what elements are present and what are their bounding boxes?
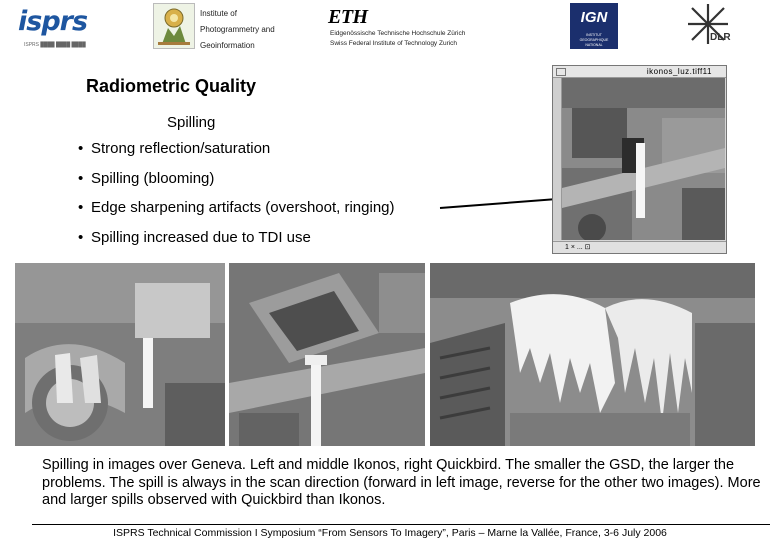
slide-subtitle: Spilling	[167, 114, 216, 131]
ign-sub-line-2: GEOGRAPHIQUE	[579, 38, 609, 42]
eth-logo: ETH	[328, 6, 368, 28]
ign-logo-text: IGN	[580, 9, 608, 26]
geneva-quickbird-right-image	[430, 263, 755, 446]
ign-sub-line-3: NATIONAL	[585, 43, 603, 47]
window-status-bar: 1 × ... ⊡	[553, 241, 726, 253]
dlr-logo-text: DLR	[710, 32, 731, 43]
window-title: ikonos_luz.tiff11	[646, 67, 712, 76]
ikonos-image-window[interactable]	[552, 65, 727, 254]
isprs-logo-subtitle: ISPRS ████ ████ ████	[24, 42, 86, 48]
slide-title: Radiometric Quality	[86, 76, 257, 96]
footer-divider	[32, 524, 770, 525]
bullet-text: Strong reflection/saturation	[91, 140, 271, 157]
eth-subtitle-en: Swiss Federal Institute of Technology Zurich	[330, 40, 458, 47]
eth-subtitle-de: Eidgenössische Technische Hochschule Zürich	[330, 30, 466, 37]
window-menu-button[interactable]	[556, 68, 566, 76]
bullet-icon: •	[78, 140, 84, 157]
bullet-icon: •	[78, 169, 84, 187]
ign-sub-line-1: INSTITUT	[586, 33, 602, 37]
ikonos-zoom-image	[562, 78, 725, 240]
window-title-bar[interactable]	[553, 66, 726, 78]
bullet-text: Edge sharpening artifacts (overshoot, ringing)	[91, 199, 395, 216]
bullet-icon: •	[78, 228, 84, 246]
geneva-ikonos-left-image	[15, 263, 225, 446]
bullet-text: Spilling increased due to TDI use	[91, 228, 311, 246]
window-side-toolbar[interactable]	[553, 78, 562, 240]
figure-caption: Spilling in images over Geneva. Left and middle Ikonos, right Quickbird. The smaller the GSD, the larger the problems. The spill is always in the scan direction (forward in left image, reverse for the other two images). More and larger spills observed with Quickbird than Ikonos.	[42, 457, 761, 508]
bullet-text: Spilling (blooming)	[91, 169, 215, 187]
footer-text: ISPRS Technical Commission I Symposium “From Sensors To Imagery”, Paris – Marne la Vallée, France, 3-6 July 2006	[113, 527, 667, 539]
bullet-icon: •	[78, 199, 84, 216]
institute-line-2: Photogrammetry and	[200, 25, 275, 34]
institute-line-1: Institute of	[200, 9, 237, 18]
institute-line-3: Geoinformation	[200, 41, 255, 50]
isprs-logo-text: isprs	[18, 6, 88, 37]
geneva-ikonos-middle-image	[229, 263, 425, 446]
